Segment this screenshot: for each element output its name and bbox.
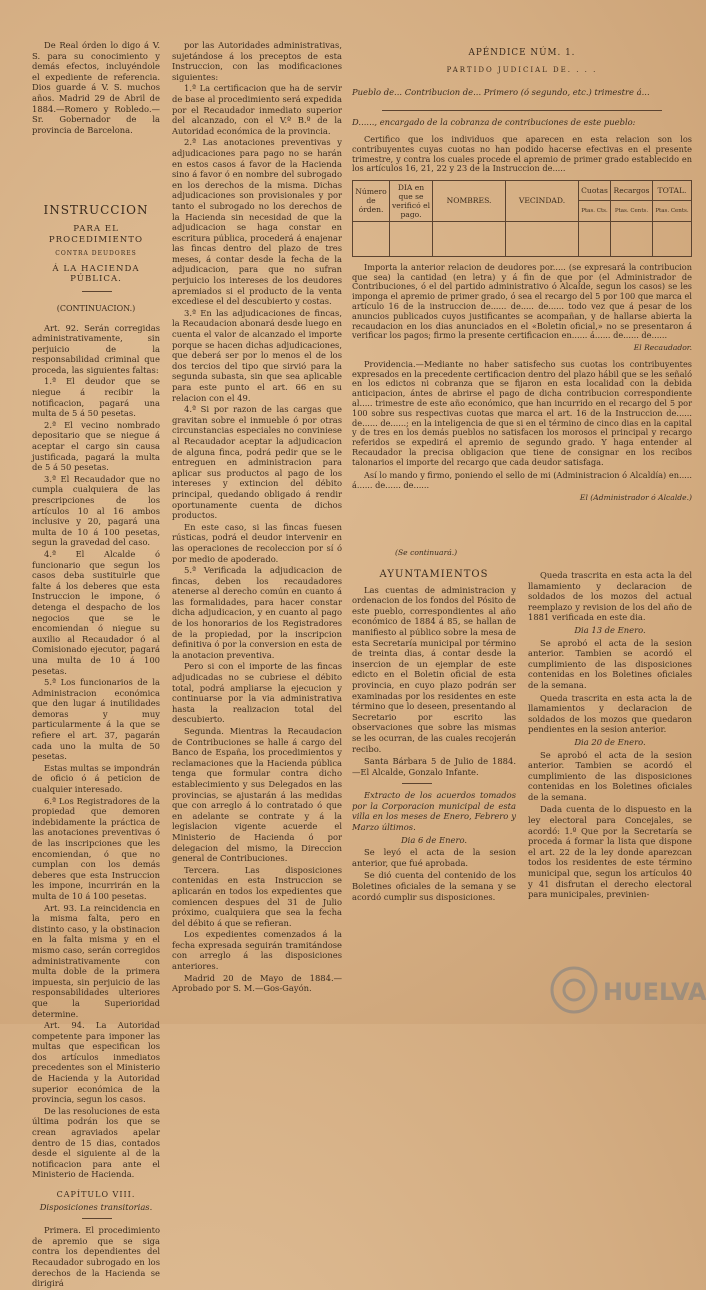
instruccion-subtitle-2: Á LA HACIENDA PÚBLICA. bbox=[52, 263, 140, 285]
paragraph: 1.ª El deudor que se niegue á recibir la notificacion, pagará una multa de 5 á 50 pesetas. bbox=[32, 376, 160, 419]
paragraph: Se dió cuenta del contenido de los Boletines oficiales de la semana y se acordó cumplir sus disposiciones. bbox=[352, 870, 516, 902]
paragraph: Queda trascrita en esta acta la de llamamientos y declaracion de soldados de los mozos que quedaron pendientes en la sesion anterior. bbox=[528, 692, 692, 735]
watermark-text: HUELVA bbox=[603, 978, 706, 1006]
royal-order-paragraph: De Real órden lo digo á V. S. para su conocimiento y demás efectos, incluyéndole el expediente de referencia. Dios guarde á V. S. muchos años. Madrid 29 de Abril de 1884.—Romero y Robledo.—Sr. Gobernador de la provincia de Barcelona. bbox=[32, 40, 160, 135]
paragraph: Los expedientes comenzados á la fecha expresada seguirán tramitándose con arreglo á las disposiciones anteriores. bbox=[172, 929, 342, 972]
paragraph: 4.ª El Alcalde ó funcionario que segun los casos deba sustituirle que falte á los deberes que esta Instruccion le impone, ó detenga el despacho de los negocios que se le encomiendan ó niegue su auxilio al Recaudador ó al Comisionado ejecutor, pagará una multa de 10 á 100 pesetas. bbox=[32, 548, 160, 676]
paragraph: 2.ª Las anotaciones preventivas y adjudicaciones para pago no se harán en estos casos á favor de la Hacienda sino á favor ó en nombre del subrogado en los derechos de la misma. Dichas adjudicaciones son provisionales y por tanto el subrogado no los derechos de la Hacienda sin necesidad de que la adjudicacion se haga constar en escritura pública, procederá á enajenar las fincas dentro del plazo de tres meses, á contar desde la fecha de la adjudicacion, para que no sufran perjuicio los intereses de los deudores apremiados si el producto de la venta excediese el del descubierto y costas. bbox=[172, 137, 342, 307]
chapter-subtitle: Disposiciones transitorias. bbox=[39, 1201, 153, 1212]
paragraph: 1.ª La certificacion que ha de servir de base al procedimiento será expedida por el Recaudador inmediato superior del alcanzado, con el V.º B.º de la Autoridad económica de la provincia. bbox=[172, 83, 342, 136]
chapter-title: CAPÍTULO VIII. bbox=[56, 1190, 136, 1199]
paragraph: 5.ª Los funcionarios de la Administracion económica que den lugar á inutilidades demoras y muy particularmente á la que se refiere el art. 37, pagarán cada uno la multa de 50 pesetas. bbox=[32, 677, 160, 762]
huelva-watermark bbox=[548, 960, 706, 1020]
paragraph: Las cuentas de administracion y ordenacion de los fondos del Pósito de este pueblo, correspondientes al año económico de 1884 á 85, se hallan de manifiesto al público sobre la mesa de esta Secretaría municipal por término de treinta dias, á contar desde la insercion de un ejemplar de este edicto en el Boletin oficial de esta provincia, en cuyo plazo podrán ser examinadas por los residentes en este término que lo deseen, presentando al Secretario por escrito las observaciones que sobre las mismas se les ocurran, de las cuales recojerán recibo. bbox=[352, 584, 516, 754]
table-subheader: Ptas. Cts. bbox=[579, 201, 611, 222]
paragraph: 3.ª El Recaudador que no cumpla cualquiera de las prescripciones de los artículos 10 al 16 ambos inclusive y 20, pagará una multa de 10 á 100 pesetas, segun la gravedad del caso. bbox=[32, 473, 160, 548]
table-row bbox=[353, 221, 692, 256]
ayuntamientos-title: AYUNTAMIENTOS bbox=[379, 569, 489, 580]
paragraph: Art. 93. La reincidencia en la misma falta, pero en distinto caso, y la obstinacion en la falta misma y en el mismo caso, serán corregidos administrativamente con multa doble de la primera impuesta, sin perjuicio de las responsabilidades ulteriores que la Superioridad determine. bbox=[32, 902, 160, 1019]
table-header: Número de órden. bbox=[353, 180, 390, 221]
paragraph: De las resoluciones de esta última podrán los que se crean agraviados apelar dentro de 15 dias, contados desde el siguiente al de la notificacion para ante el Ministerio de Hacienda. bbox=[32, 1105, 160, 1180]
table-header: DIA en que se verificó el pago. bbox=[390, 180, 433, 221]
paragraph: Dada cuenta de lo dispuesto en la ley electoral para Concejales, se acordó: 1.º Que por la Secretaría se proceda á formar la lista que dispone el art. 22 de la ley donde aparezcan todos los residentes de este término municipal que, segun los artículos 40 y 41 disfrutan el derecho electoral para municipales, previnien- bbox=[528, 804, 692, 900]
table-header: Cuotas bbox=[579, 180, 611, 201]
signature-alcalde: El (Administrador ó Alcalde.) bbox=[579, 493, 692, 503]
acts-column bbox=[528, 570, 692, 902]
table-header: NOMBRES. bbox=[433, 180, 506, 221]
ayuntamientos-column bbox=[352, 570, 516, 904]
appendix-column bbox=[352, 40, 692, 510]
paragraph: Se leyó el acta de la sesion anterior, que fué aprobada. bbox=[352, 847, 516, 868]
paragraph: por las Autoridades administrativas, sujetándose á los preceptos de esta Instruccion, con las modificaciones siguientes: bbox=[172, 40, 342, 82]
paragraph: Santa Bárbara 5 de Julio de 1884.—El Alcalde, Gonzalo Infante. bbox=[352, 756, 516, 777]
divider bbox=[382, 110, 662, 111]
day-heading: Dia 6 de Enero. bbox=[400, 834, 468, 845]
importa-paragraph: Importa la anterior relacion de deudores por..... (se expresará la contribucion que sea) la cantidad (en letra) y á fin de que por (el Administrador de Contribuciones, ó el del partido administrativo ó Alcalde, segun los casos) se les imponga el apremio de primer grado, ó sea el recargo del 5 por 100 que marca el artículo 16 de la instruccion de...... de..... de...... todo vez que á pesar de los anuncios publicados cuyos justificantes se acompañan, y de hallarse abierta la recaudacion en los dias anunciados en el «Boletin oficial,» no se presentaron á verificar los pagos; firmo la presente certificacion en...... á...... de...... de...... bbox=[352, 261, 692, 341]
table-header: TOTAL. bbox=[652, 180, 691, 201]
paragraph: Se aprobó el acta de la sesion anterior. Tambien se acordó el cumplimiento de las disposiciones contenidas en los Boletines oficiales de la semana. bbox=[528, 637, 692, 690]
judicial-district: PARTIDO JUDICIAL DE. . . . bbox=[446, 65, 598, 74]
paragraph: Primera. El procedimiento de apremio que se siga contra los dependientes del Recaudador subrogado en los derechos de la Hacienda se dirigirá bbox=[32, 1225, 160, 1289]
continued-label: (Se continuará.) bbox=[395, 548, 458, 557]
signature-recaudador: El Recaudador. bbox=[633, 343, 692, 353]
appendix-title: APÉNDICE NÚM. 1. bbox=[468, 48, 576, 58]
collector-line: D......, encargado de la cobranza de contribuciones de este pueblo: bbox=[352, 116, 636, 127]
table-header: VECINDAD. bbox=[506, 180, 579, 221]
instruccion-subtitle: PARA EL PROCEDIMIENTO bbox=[48, 223, 144, 245]
debtors-table bbox=[352, 180, 692, 257]
continuation-label: (CONTINUACION.) bbox=[56, 303, 136, 313]
divider bbox=[402, 783, 432, 784]
paragraph: Segunda. Mientras la Recaudacion de Contribuciones se halle á cargo del Banco de España, los procedimientos y reclamaciones que la Hacienda pública tenga que formular contra dicho establecimiento y sus Delegados en las provincias, se ajustarán á las medidas que con arreglo á lo contratado ó que en adelante se contrate y á la legislacion vigente acuerde el Ministerio de Hacienda ó por delegacion del mismo, la Direccion general de Contribuciones. bbox=[172, 726, 342, 864]
paragraph: Se aprobó el acta de la sesion anterior. Tambien se acordó el cumplimiento de las disposiciones contenidas en los Boletines oficiales de la semana. bbox=[528, 749, 692, 802]
providencia-paragraph: Providencia.—Mediante no haber satisfecho sus cuotas los contribuyentes expresados en la precedente certificacion dentro del plazo hábil que se les señaló en los edictos ni cobranza que se fijaron en esta localidad con la debida anticipacion, ántes de abrirse el pago de dicha contribucion correspondiente al..... trimestre de este año económico, que han incurrido en el recargo del 5 por 100 sobre sus respectivas cuotas que marca el art. 16 de la Instruccion de...... de...... de......; en la inteligencia de que si en el término de cinco dias en la capital y de tres en los demás pueblos no satisfacen los morosos el principal y recargo referidos se expedirá el apremio de segundo grado. Y haga entender al Recaudador la precisa obligacion que tiene de consignar en los recibos talonarios el importe del recargo que cada deudor satisfaga. bbox=[352, 358, 692, 467]
table-header: Recargos bbox=[611, 180, 653, 201]
column-2 bbox=[172, 40, 342, 995]
table-subheader: Ptas. Cents. bbox=[611, 201, 653, 222]
extract-heading: Extracto de los acuerdos tomados por la Corporacion municipal de esta villa en los meses de Enero, Febrero y Marzo últimos. bbox=[352, 790, 516, 833]
divider bbox=[82, 1218, 112, 1219]
paragraph: En este caso, si las fincas fuesen rústicas, podrá el deudor intervenir en las operaciones de recoleccion por sí ó por medio de apoderado. bbox=[172, 521, 342, 564]
paragraph: Estas multas se impondrán de oficio ó á peticion de cualquier interesado. bbox=[32, 762, 160, 795]
paragraph: 4.ª Si por razon de las cargas que gravitan sobre el inmueble ó por otras circunstancias especiales no conviniese al Recaudador aceptar la adjudicacion de alguna finca, podrá pedir que se le entreguen en administracion para aplicar sus productos al pago de los intereses y extincion del débito principal, quedando obligado á rendir oportunamente cuenta de dichos productos. bbox=[172, 404, 342, 521]
paragraph: 6.ª Los Registradores de la propiedad que demoren indebidamente la práctica de las anotaciones preventivas ó de las inscripciones que les encomiendan, ó que no cumplan con los demás deberes que esta Instruccion les impone, incurrirán en la multa de 10 á 100 pesetas. bbox=[32, 795, 160, 901]
column-1 bbox=[32, 40, 160, 1290]
paragraph: Art. 94. La Autoridad competente para imponer las multas que especifican los dos artículos inmediatos precedentes son el Ministerio de Hacienda y la Autoridad superior económica de la provincia, segun los casos. bbox=[32, 1020, 160, 1105]
instruccion-subtitle-small: CONTRA DEUDORES bbox=[55, 250, 137, 258]
divider bbox=[82, 291, 112, 292]
table-subheader: Ptas. Cents. bbox=[652, 201, 691, 222]
signature: Madrid 20 de Mayo de 1884.—Aprobado por S. M.—Gos-Gayón. bbox=[172, 972, 342, 994]
paragraph: 5.ª Verificada la adjudicacion de fincas, deben los recaudadores atenerse al derecho común en cuanto á las formalidades, para hacer constar dicha adjudicacion, y en cuanto al pago de los honorarios de los Registradores de la propiedad, por la inscripcion definitiva ó por la conversion en esta de la anotacion preventiva. bbox=[172, 565, 343, 660]
paragraph: Queda trascrita en esta acta la del llamamiento y declaracion de soldados de los mozos del actual reemplazo y revision de los del año de 1881 verificada en este dia. bbox=[528, 570, 692, 623]
day-heading: Dia 20 de Enero. bbox=[574, 736, 646, 747]
appendix-heading: Pueblo de... Contribucion de... Primero (ó segundo, etc.) trimestre á... bbox=[352, 87, 650, 98]
instruccion-title: INSTRUCCION bbox=[43, 203, 149, 218]
paragraph: Pero si con el importe de las fincas adjudicadas no se cubriese el débito total, podrá ampliarse la ejecucion y continuarse por la via administrativa hasta la realizacion total del descubierto. bbox=[172, 661, 342, 725]
paragraph: 3.ª En las adjudicaciones de fincas, la Recaudacion abonará desde luego en cuenta el valor de alcanzado el importe porque se hacen dichas adjudicaciones, que deberá ser por lo menos el de los dos tercios del tipo que sirvió para la segunda subasta, sin que sea aplicable para este punto el art. 66 en su relacion con el 49. bbox=[172, 307, 342, 403]
mando-paragraph: Así lo mando y firmo, poniendo el sello de mi (Administracion ó Alcaldía) en..... á...... de...... de...... bbox=[352, 470, 692, 491]
paragraph: Tercera. Las disposiciones contenidas en esta Instruccion se aplicarán en todos los expedientes que comiencen despues del 31 de Julio próximo, cualquiera que sea la fecha del débito á que se refieran. bbox=[172, 864, 342, 928]
paragraph: 2.ª El vecino nombrado depositario que se niegue á aceptar el cargo sin causa justificada, pagará la multa de 5 á 50 pesetas. bbox=[32, 419, 160, 473]
paragraph: Art. 92. Serán corregidas administrativamente, sin perjuicio de la responsabilidad criminal que proceda, las siguientes faltas: bbox=[32, 322, 160, 375]
day-heading: Dia 13 de Enero. bbox=[574, 624, 646, 635]
certification-paragraph: Certifico que los individuos que aparecen en esta relacion son los contribuyentes cuyas cuotas no han podido hacerse efectivas en el presente trimestre, y contra los cuales procede el apremio de primer grado establecido en los artículos 16, 21, 22 y 23 de la Instruccion de..... bbox=[352, 134, 692, 174]
